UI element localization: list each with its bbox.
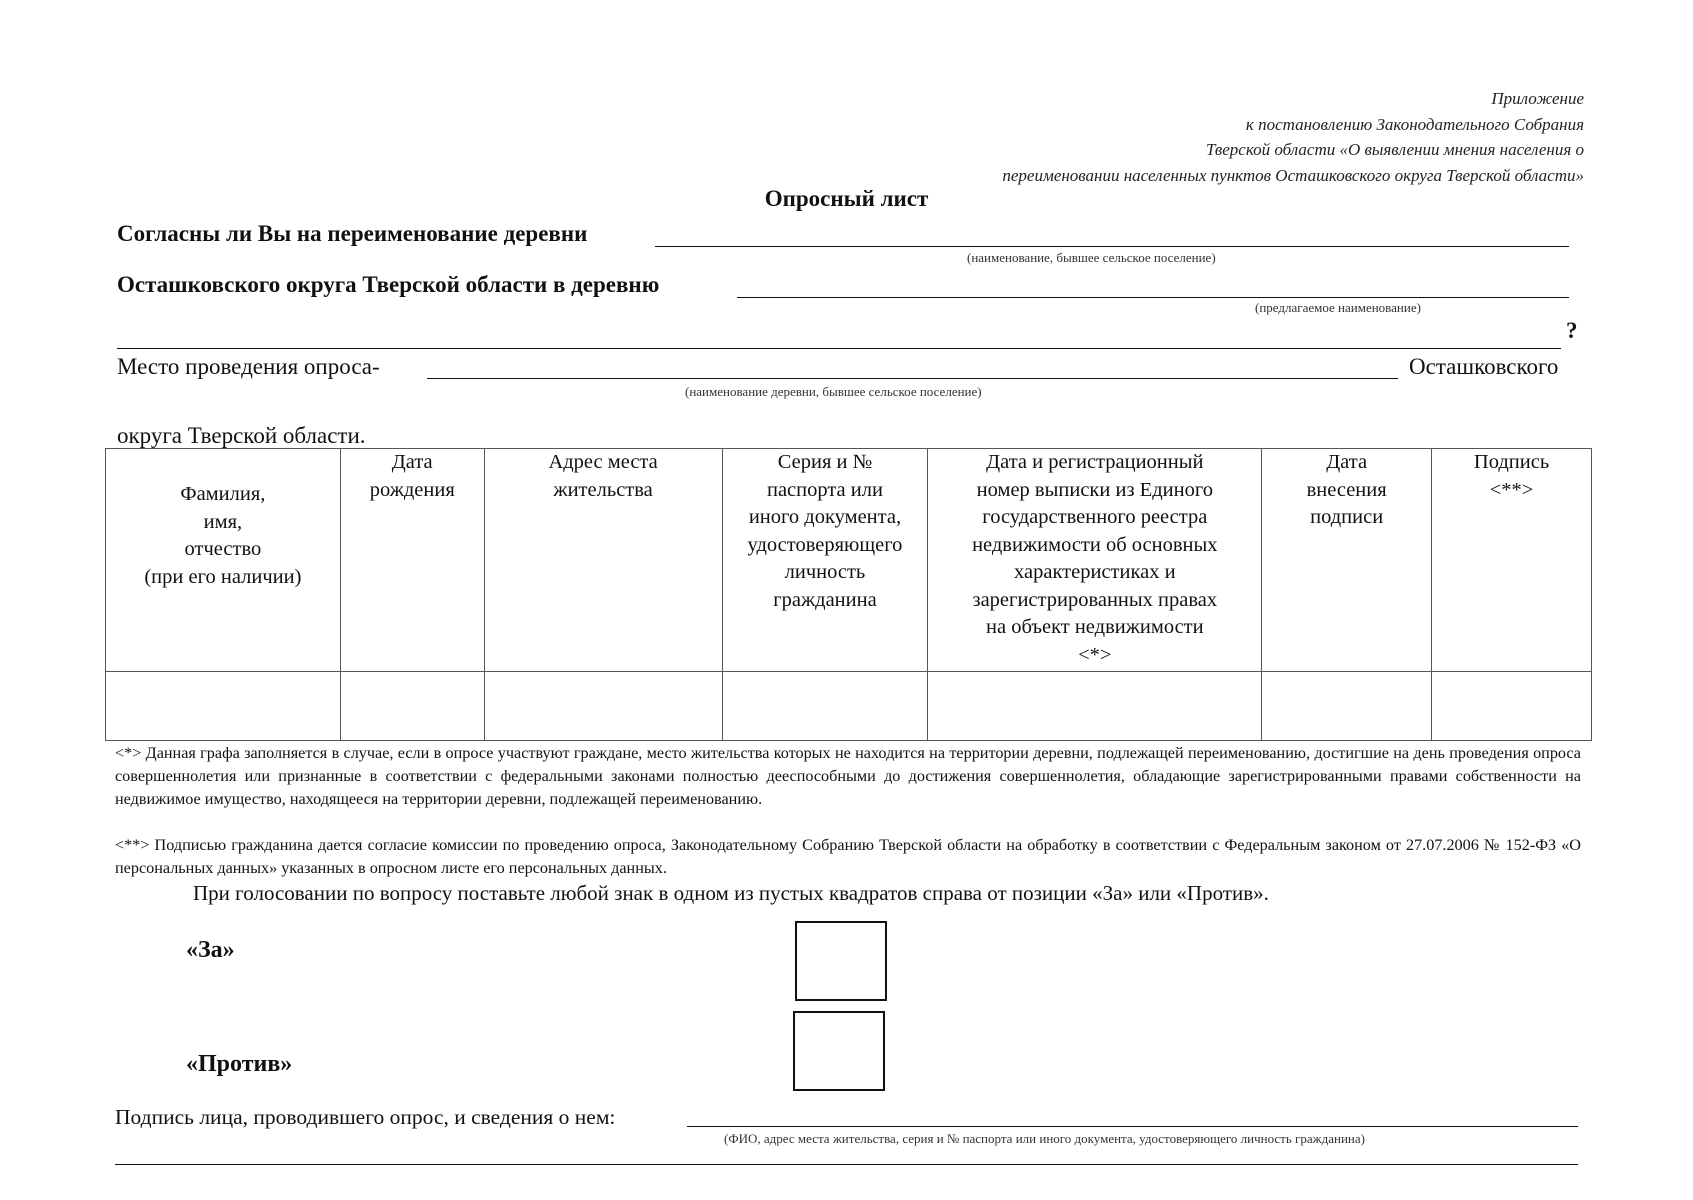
appendix-line-1: Приложение <box>1491 89 1584 108</box>
appendix-note <box>684 86 1584 188</box>
vote-for-label: «За» <box>186 937 235 963</box>
surveyor-signature-hint: (ФИО, адрес места жительства, серия и № паспорта или иного документа, удостоверяющего личность гражданина) <box>724 1131 1365 1146</box>
survey-place-label: Место проведения опроса- <box>117 354 380 379</box>
cell-address[interactable] <box>484 672 722 741</box>
cell-full-name[interactable] <box>106 672 341 741</box>
appendix-line-3: Тверской области «О выявлении мнения населения о <box>1206 140 1584 159</box>
header-signature-date: Дата внесения подписи <box>1262 449 1432 672</box>
header-full-name: Фамилия, имя, отчество (при его наличии) <box>106 449 341 672</box>
table-header-row <box>106 449 1592 672</box>
proposed-name-continuation-field[interactable] <box>117 348 1561 349</box>
header-signature: Подпись <**> <box>1432 449 1592 672</box>
appendix-line-4: переименовании населенных пунктов Осташковского округа Тверской области» <box>1002 165 1584 185</box>
cell-signature-date[interactable] <box>1262 672 1432 741</box>
survey-place-suffix: Осташковского <box>1409 354 1559 379</box>
village-name-field[interactable] <box>655 246 1569 247</box>
vote-for-checkbox[interactable] <box>795 921 887 1001</box>
village-name-hint: (наименование, бывшее сельское поселение) <box>967 250 1216 265</box>
document-title: Опросный лист <box>764 186 929 211</box>
vote-against-checkbox[interactable] <box>793 1011 885 1091</box>
table-row <box>106 672 1592 741</box>
question-part-1: Согласны ли Вы на переименование деревни <box>117 221 588 246</box>
proposed-name-field[interactable] <box>737 297 1569 298</box>
survey-table <box>105 448 1592 741</box>
footnote-1: <*> Данная графа заполняется в случае, если в опросе участвуют граждане, место жительства которых не находится на территории деревни, подлежащей переименованию, достигшие на день проведения опроса совершеннолетия или признанные в соответствии с федеральными законами полностью дееспособными до достижения совершеннолетия, обладающие зарегистрированными правами собственности на недвижимое имущество, находящееся на территории деревни, подлежащей переименованию. <box>115 744 1581 808</box>
header-address: Адрес места жительства <box>484 449 722 672</box>
voting-instruction: При голосовании по вопросу поставьте любой знак в одном из пустых квадратов справа от позиции «За» или «Против». <box>193 881 1269 905</box>
cell-signature[interactable] <box>1432 672 1592 741</box>
appendix-line-2: к постановлению Законодательного Собрания <box>1245 114 1584 134</box>
surveyor-signature-label: Подпись лица, проводившего опрос, и сведения о нем: <box>115 1105 616 1129</box>
cell-passport[interactable] <box>722 672 928 741</box>
surveyor-details-field[interactable] <box>115 1164 1578 1165</box>
vote-against-label: «Против» <box>186 1051 293 1077</box>
header-registry-extract: Дата и регистрационный номер выписки из Единого государственного реестра недвижимости об основных характеристиках и зарегистрированных правах на объект недвижимости <*> <box>928 449 1262 672</box>
proposed-name-hint: (предлагаемое наименование) <box>1255 300 1421 315</box>
cell-registry-extract[interactable] <box>928 672 1262 741</box>
cell-birth-date[interactable] <box>340 672 484 741</box>
question-mark: ? <box>1566 318 1578 343</box>
header-birth-date: Дата рождения <box>340 449 484 672</box>
survey-place-continuation: округа Тверской области. <box>117 423 366 448</box>
footnote-2: <**> Подписью гражданина дается согласие комиссии по проведению опроса, Законодательному Собранию Тверской области на обработку в соответствии с Федеральным законом от 27.07.2006 № 152-ФЗ «О персональных данных» указанных в опросном листе его персональных данных. <box>115 836 1581 877</box>
survey-place-field[interactable] <box>427 378 1398 379</box>
header-passport: Серия и № паспорта или иного документа, удостоверяющего личность гражданина <box>722 449 928 672</box>
surveyor-signature-field[interactable] <box>687 1126 1578 1127</box>
survey-place-hint: (наименование деревни, бывшее сельское поселение) <box>685 384 982 399</box>
question-part-2: Осташковского округа Тверской области в деревню <box>117 272 660 297</box>
